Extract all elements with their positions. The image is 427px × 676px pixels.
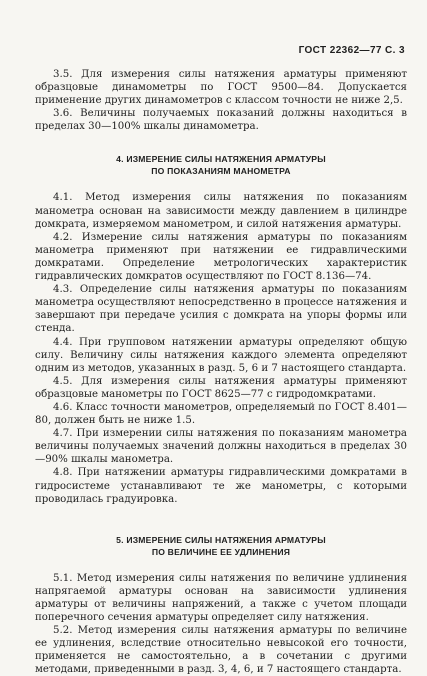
section-4-heading (35, 153, 407, 177)
paragraph-3-6: 3.6. Величины получаемых показаний должны находиться в пределах 30—100% шкалы динамометра. (35, 108, 407, 133)
paragraph-4-8: 4.8. При натяжении арматуры гидравлическими домкратами в гидросистеме устанавливают те же манометры, с которыми проводилась градуировка. (35, 467, 407, 505)
page-header: ГОСТ 22362—77 С. 3 (298, 45, 405, 56)
paragraph-5-2: 5.2. Метод измерения силы натяжения арматуры по величине ее удлинения, вследствие относительно невысокой его точности, применяется не самостоятельно, а в сочетании с другими методами, приведенными в разд. 3, 4, 6, и 7 настоящего стандарта. (35, 625, 407, 676)
page-content (35, 68, 407, 676)
section-5-title-line-2: ПО ВЕЛИЧИНЕ ЕЕ УДЛИНЕНИЯ (151, 546, 291, 557)
paragraph-4-2: 4.2. Измерение силы натяжения арматуры по показаниям манометра применяют при натяжении ее гидравлическими домкратами. Определение метрологических характеристик гидравлических домкратов осуществляют по ГОСТ 8.136—74. (35, 231, 407, 283)
paragraph-4-7: 4.7. При измерении силы натяжения по показаниям манометра величины получаемых значений должны находиться в пределах 30—90% шкалы манометра. (35, 428, 407, 466)
section-4-title-line-2: ПО ПОКАЗАНИЯМ МАНОМЕТРА (151, 166, 291, 177)
paragraph-4-6: 4.6. Класс точности манометров, определяемый по ГОСТ 8.401—80, должен быть не ниже 1.5. (35, 401, 407, 427)
section-5-heading (35, 534, 407, 558)
paragraph-4-4: 4.4. При групповом натяжении арматуры определяют общую силу. Величину силы натяжения каждого элемента определяют одним из методов, указанных в разд. 5, 6 и 7 настоящего стандарта. (35, 336, 407, 374)
section-4-title-line-1: 4. ИЗМЕРЕНИЕ СИЛЫ НАТЯЖЕНИЯ АРМАТУРЫ (116, 154, 326, 165)
paragraph-5-1: 5.1. Метод измерения силы натяжения по величине удлинения напрягаемой арматуры основан на зависимости удлинения арматуры от величины напряжений, а также с учетом площади поперечного сечения арматуры определяет силу натяжения. (35, 572, 407, 623)
paragraph-3-5: 3.5. Для измерения силы натяжения арматуры применяют образцовые динамометры по ГОСТ 9500—84. Допускается применение других динамометров с классом точности не ниже 2,5. (35, 69, 407, 107)
paragraph-4-3: 4.3. Определение силы натяжения арматуры по показаниям манометра осуществляют непосредственно в процессе натяжения и завершают при передаче усилия с домкрата на упоры формы или стенда. (35, 284, 407, 335)
paragraph-4-1: 4.1. Метод измерения силы натяжения по показаниям манометра основан на зависимости между давлением в цилиндре домкрата, измеряемом манометром, и силой натяжения арматуры. (35, 192, 407, 230)
section-5-title-line-1: 5. ИЗМЕРЕНИЕ СИЛЫ НАТЯЖЕНИЯ АРМАТУРЫ (116, 534, 326, 545)
paragraph-4-5: 4.5. Для измерения силы натяжения арматуры применяют образцовые манометры по ГОСТ 8625—77 с гидродомкратами. (35, 375, 407, 400)
